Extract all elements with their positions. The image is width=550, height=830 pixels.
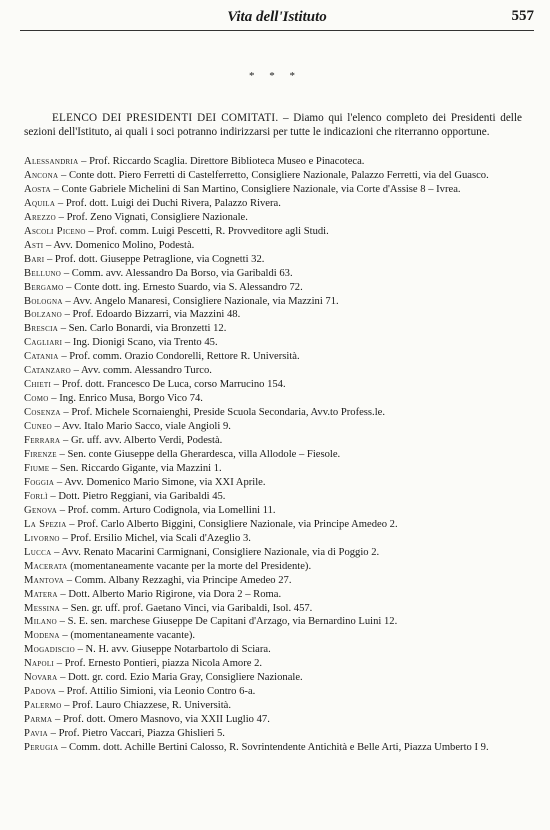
entry-text: – Avv. Domenico Molino, Podestà. [43, 239, 195, 251]
entry-text: – Prof. comm. Orazio Condorelli, Rettore R. Università. [58, 351, 300, 363]
list-item [24, 615, 520, 629]
entry-city: Perugia [24, 742, 59, 754]
entry-city: Catania [24, 351, 59, 363]
entry-text: – Ing. Enrico Musa, Borgo Vico 74. [48, 393, 203, 405]
entry-city: Napoli [24, 658, 55, 670]
list-item [24, 434, 520, 448]
entry-text: – Prof. Ersilio Michel, via Scali d'Azeglio 3. [59, 532, 251, 544]
entry-city: Como [24, 393, 49, 405]
entry-city: Mantova [24, 574, 65, 586]
entry-city: Chieti [24, 379, 52, 391]
list-item [24, 685, 520, 699]
list-item [24, 727, 520, 741]
list-item [24, 197, 520, 211]
entry-city: Brescia [24, 323, 59, 335]
entry-city: Bari [24, 253, 45, 265]
entry-city: Cosenza [24, 407, 61, 419]
entry-city: Modena [24, 630, 60, 642]
entry-text: – Comm. dott. Achille Bertini Calosso, R. Sovrintendente Antichità e Belle Arti, Piazza Umberto I 9. [58, 742, 489, 754]
entry-city: Belluno [24, 267, 62, 279]
list-item [24, 476, 520, 490]
list-item [24, 629, 520, 643]
entry-text: – Prof. comm. Arturo Codignola, via Lomellini 11. [57, 504, 276, 516]
entry-text: – Prof. Ernesto Pontieri, piazza Nicola Amore 2. [54, 658, 263, 670]
entry-text: – Prof. dott. Omero Masnovo, via XXII Luglio 47. [52, 714, 270, 726]
list-item [24, 546, 520, 560]
list-item [24, 183, 520, 197]
list-item [24, 490, 520, 504]
entry-text: – (momentaneamente vacante). [59, 630, 196, 642]
list-item [24, 253, 520, 267]
entry-city: Alessandria [24, 156, 79, 167]
entry-city: Cuneo [24, 421, 53, 433]
entry-city: Genova [24, 504, 58, 516]
intro-text: – Diamo qui l'elenco completo dei Presidenti delle sezioni dell'Istituto, ai quali i soci potranno indirizzarsi per tutte le indicazioni che riterranno opportune. [24, 112, 522, 139]
entry-city: Asti [24, 239, 44, 251]
entry-text: – Conte dott. ing. Ernesto Suardo, via S. Alessandro 72. [63, 281, 303, 293]
entry-text: – S. E. sen. marchese Giuseppe De Capitani d'Arzago, via Bernardino Luini 12. [57, 616, 398, 628]
entry-city: Bergamo [24, 281, 64, 293]
list-item [24, 560, 520, 574]
entry-text: – Gr. uff. avv. Alberto Verdi, Podestà. [60, 435, 223, 447]
entry-text: – Avv. Domenico Mario Simone, via XXI Aprile. [54, 476, 266, 488]
entry-city: La Spezia [24, 518, 67, 530]
list-item [24, 239, 520, 253]
list-item [24, 643, 520, 657]
list-item [24, 420, 520, 434]
intro-paragraph [24, 111, 522, 139]
entry-city: Messina [24, 602, 61, 614]
list-item [24, 504, 520, 518]
running-header [20, 8, 534, 31]
page-number: 557 [511, 8, 534, 24]
entry-city: Firenze [24, 449, 57, 461]
entry-text: – Prof. dott. Giuseppe Petraglione, via Cognetti 32. [44, 253, 265, 265]
intro-heading: ELENCO DEI PRESIDENTI DEI COMITATI. [52, 112, 279, 125]
entry-city: Ancona [24, 169, 59, 181]
list-item [24, 225, 520, 239]
entry-city: Catanzaro [24, 365, 71, 377]
list-item [24, 169, 520, 183]
entry-text: – Conte Gabriele Michelini di San Martino, Consigliere Nazionale, via Corte d'Assise 8 – Ivrea. [50, 183, 461, 195]
entry-city: Milano [24, 616, 57, 628]
entry-city: Cagliari [24, 337, 63, 349]
list-item [24, 462, 520, 476]
entry-text: – Avv. Italo Mario Sacco, viale Angioli 9. [52, 421, 231, 433]
entry-text: (momentaneamente vacante per la morte del Presidente). [67, 560, 312, 572]
entry-text: – Prof. Carlo Alberto Biggini, Consigliere Nazionale, via Principe Amedeo 2. [66, 518, 398, 530]
entry-text: – Prof. comm. Luigi Pescetti, R. Provveditore agli Studi. [85, 225, 329, 237]
list-item [24, 713, 520, 727]
entry-text: – Dott. Alberto Mario Rigirone, via Dora 2 – Roma. [57, 588, 282, 600]
entry-text: – Sen. gr. uff. prof. Gaetano Vinci, via Garibaldi, Isol. 457. [60, 602, 313, 614]
entry-text: – Avv. Renato Macarini Carmignani, Consigliere Nazionale, via di Poggio 2. [51, 546, 380, 558]
list-item [24, 155, 520, 169]
entry-city: Bologna [24, 295, 63, 307]
list-item [24, 671, 520, 685]
entry-text: – Sen. Carlo Bonardi, via Bronzetti 12. [58, 323, 227, 335]
list-item [24, 378, 520, 392]
entry-text: – Prof. Michele Scornaienghi, Preside Scuola Secondaria, Avv.to Profess.le. [60, 407, 385, 419]
entry-text: – Conte dott. Piero Ferretti di Castelferretto, Consigliere Nazionale, Palazzo Ferretti, via del Guasco. [58, 169, 489, 181]
list-item [24, 295, 520, 309]
list-item [24, 350, 520, 364]
entry-city: Forlì [24, 490, 48, 502]
entry-text: – Prof. Riccardo Scaglia. Direttore Biblioteca Museo e Pinacoteca. [78, 156, 365, 167]
list-item [24, 588, 520, 602]
entry-city: Lucca [24, 546, 52, 558]
entry-city: Fiume [24, 462, 50, 474]
entry-text: – Avv. comm. Alessandro Turco. [70, 365, 212, 377]
entry-text: – Sen. conte Giuseppe della Gherardesca, villa Allodole – Fiesole. [56, 449, 341, 461]
entry-text: – Prof. Zeno Vignati, Consigliere Nazionale. [56, 211, 248, 223]
entry-text: – Comm. Albany Rezzaghi, via Principe Amedeo 27. [64, 574, 292, 586]
entry-city: Matera [24, 588, 58, 600]
entry-text: – Ing. Dionigi Scano, via Trento 45. [62, 337, 218, 349]
entry-text: – Prof. Pietro Vaccari, Piazza Ghislieri 5. [48, 728, 225, 740]
list-item [24, 406, 520, 420]
entry-text: – Sen. Riccardo Gigante, via Mazzini 1. [49, 462, 222, 474]
list-item [24, 392, 520, 406]
entry-city: Mogadiscio [24, 644, 75, 656]
presidents-list [24, 155, 520, 755]
running-title: Vita dell'Istituto [227, 9, 327, 25]
entry-city: Novara [24, 672, 58, 684]
entry-city: Livorno [24, 532, 60, 544]
entry-text: – Prof. Lauro Chiazzese, R. Università. [61, 700, 232, 712]
list-item [24, 602, 520, 616]
list-item [24, 211, 520, 225]
list-item [24, 322, 520, 336]
list-item [24, 448, 520, 462]
entry-text: – Prof. Attilio Simioni, via Leonio Contro 6-a. [56, 686, 256, 698]
entry-text: – Prof. dott. Francesco De Luca, corso Marrucino 154. [51, 379, 286, 391]
entry-city: Padova [24, 686, 57, 698]
entry-text: – Dott. gr. cord. Ezio Maria Gray, Consigliere Nazionale. [57, 672, 303, 684]
entry-text: – Comm. avv. Alessandro Da Borso, via Garibaldi 63. [61, 267, 293, 279]
entry-city: Ascoli Piceno [24, 225, 86, 237]
entry-text: – N. H. avv. Giuseppe Notarbartolo di Sciara. [74, 644, 271, 656]
entry-city: Pavia [24, 728, 48, 740]
entry-city: Parma [24, 714, 53, 726]
entry-city: Arezzo [24, 211, 57, 223]
list-item [24, 574, 520, 588]
entry-city: Macerata [24, 560, 68, 572]
list-item [24, 364, 520, 378]
entry-text: – Prof. Edoardo Bizzarri, via Mazzini 48. [61, 309, 241, 321]
list-item [24, 699, 520, 713]
entry-text: – Dott. Pietro Reggiani, via Garibaldi 45. [47, 490, 226, 502]
list-item [24, 336, 520, 350]
list-item [24, 657, 520, 671]
entry-city: Bolzano [24, 309, 62, 321]
list-item [24, 267, 520, 281]
entry-city: Aosta [24, 183, 51, 195]
list-item [24, 518, 520, 532]
list-item [24, 741, 520, 755]
entry-text: – Prof. dott. Luigi dei Duchi Rivera, Palazzo Rivera. [55, 197, 281, 209]
entry-city: Foggia [24, 476, 55, 488]
list-item [24, 308, 520, 322]
entry-city: Aquila [24, 197, 56, 209]
entry-city: Palermo [24, 700, 62, 712]
section-ornament: * * * [249, 70, 301, 82]
list-item [24, 281, 520, 295]
list-item [24, 532, 520, 546]
entry-text: – Avv. Angelo Manaresi, Consigliere Nazionale, via Mazzini 71. [62, 295, 339, 307]
entry-city: Ferrara [24, 435, 61, 447]
